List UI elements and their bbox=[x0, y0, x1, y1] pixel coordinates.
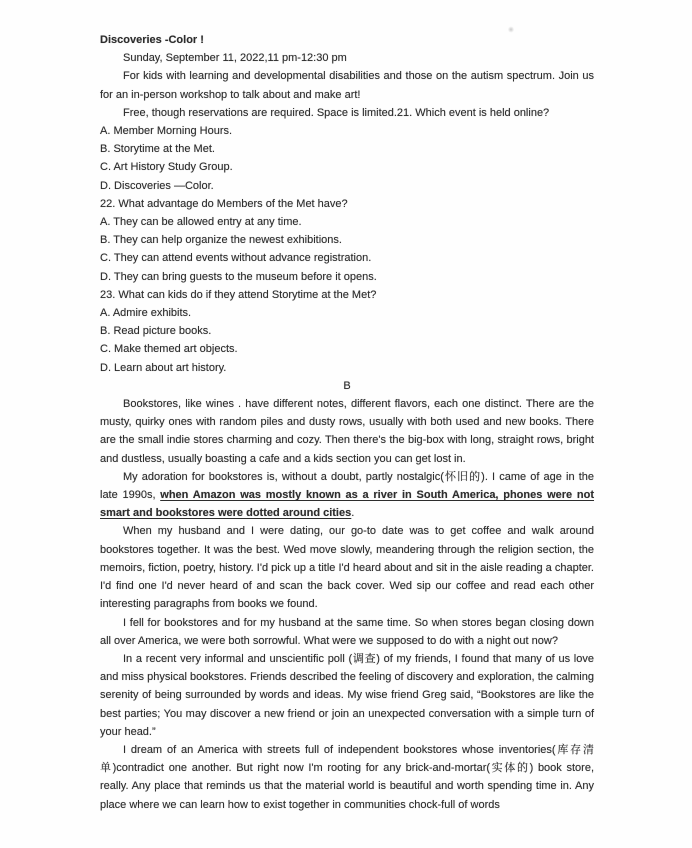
question-22-stem: 22. What advantage do Members of the Met have? bbox=[100, 197, 348, 210]
passage-paragraph-1: Bookstores, like wines . have different notes, different flavors, each one distinct. There are the musty, quirky ones with random piles and dusty rows, usually with both used and new books. There are the small indie stores charming and cozy. Then there's the big-box with long, straight rows, bright and dustless, usually boasting a cafe and a kids section you can get lost in. bbox=[100, 398, 594, 465]
q23-option-d: D. Learn about art history. bbox=[100, 361, 227, 374]
event-title: Discoveries -Color ! bbox=[100, 34, 204, 46]
fee-and-question-21-line: Free, though reservations are required. Space is limited.21. Which event is held online? bbox=[123, 106, 550, 119]
q23-option-b: B. Read picture books. bbox=[100, 325, 212, 338]
paragraph-2-closing-period: . bbox=[351, 507, 355, 520]
passage-paragraph-3: When my husband and I were dating, our go-to date was to get coffee and walk around bookstores together. It was the best. Wed move slowly, meandering through the religion section, the memoirs, fiction, poetry, history. I'd pick up a title I'd heard about and sit in the aisle reading a chapter. I'd find one I'd never heard of and scan the back cover. Wed sip our coffee and read each other interesting paragraphs from books we found. bbox=[100, 525, 594, 611]
q22-option-d: D. They can bring guests to the museum before it opens. bbox=[100, 270, 377, 283]
q21-option-a: A. Member Morning Hours. bbox=[100, 125, 233, 138]
paragraph-2-intro: My adoration for bookstores is, without a doubt, partly nostalgic(怀旧的). I came of age in the late 1990s, bbox=[100, 470, 594, 502]
q22-option-b: B. They can help organize the newest exhibitions. bbox=[100, 234, 342, 247]
event-description: For kids with learning and developmental disabilities and those on the autism spectrum. Join us for an in-person workshop to talk about and make art! bbox=[100, 70, 594, 101]
section-b-label: B bbox=[343, 379, 351, 392]
q23-option-c: C. Make themed art objects. bbox=[100, 343, 238, 356]
paragraph-2-underlined-clause: when Amazon was mostly known as a river in South America, phones were not smart and bookstores were dotted around cities bbox=[100, 489, 595, 520]
q22-option-a: A. They can be allowed entry at any time. bbox=[100, 216, 302, 229]
question-23-stem: 23. What can kids do if they attend Storytime at the Met? bbox=[100, 288, 377, 301]
passage-paragraph-6: I dream of an America with streets full of independent bookstores whose inventories(库存清单)contradict one another. But right now I'm rooting for any brick-and-mortar(实体的) book store, really. Any place that reminds us that the material world is beautiful and worth spending time in. Any place where we can learn how to exist together in communities chock-full of words bbox=[100, 743, 594, 811]
q21-option-d: D. Discoveries —Color. bbox=[100, 179, 214, 192]
q21-option-c: C. Art History Study Group. bbox=[100, 161, 233, 174]
q22-option-c: C. They can attend events without advance registration. bbox=[100, 252, 372, 265]
passage-paragraph-5: In a recent very informal and unscientific poll (调查) of my friends, I found that many of us love and miss physical bookstores. Friends described the feeling of discovery and exploration, the calming serenity of being surrounded by words and ideas. My wise friend Greg said, “Bookstores are like the best parties; You may discover a new friend or join an unexpected conversation with a simple turn of your head.” bbox=[100, 652, 594, 738]
passage-paragraph-2 bbox=[100, 468, 594, 523]
document-content bbox=[100, 31, 594, 814]
q23-option-a: A. Admire exhibits. bbox=[100, 307, 192, 320]
event-time-line: Sunday, September 11, 2022,11 pm-12:30 pm bbox=[123, 52, 347, 65]
q21-option-b: B. Storytime at the Met. bbox=[100, 143, 215, 156]
passage-paragraph-4: I fell for bookstores and for my husband at the same time. So when stores began closing down all over America, we were both sorrowful. What were we supposed to do with a night out now? bbox=[100, 616, 594, 647]
